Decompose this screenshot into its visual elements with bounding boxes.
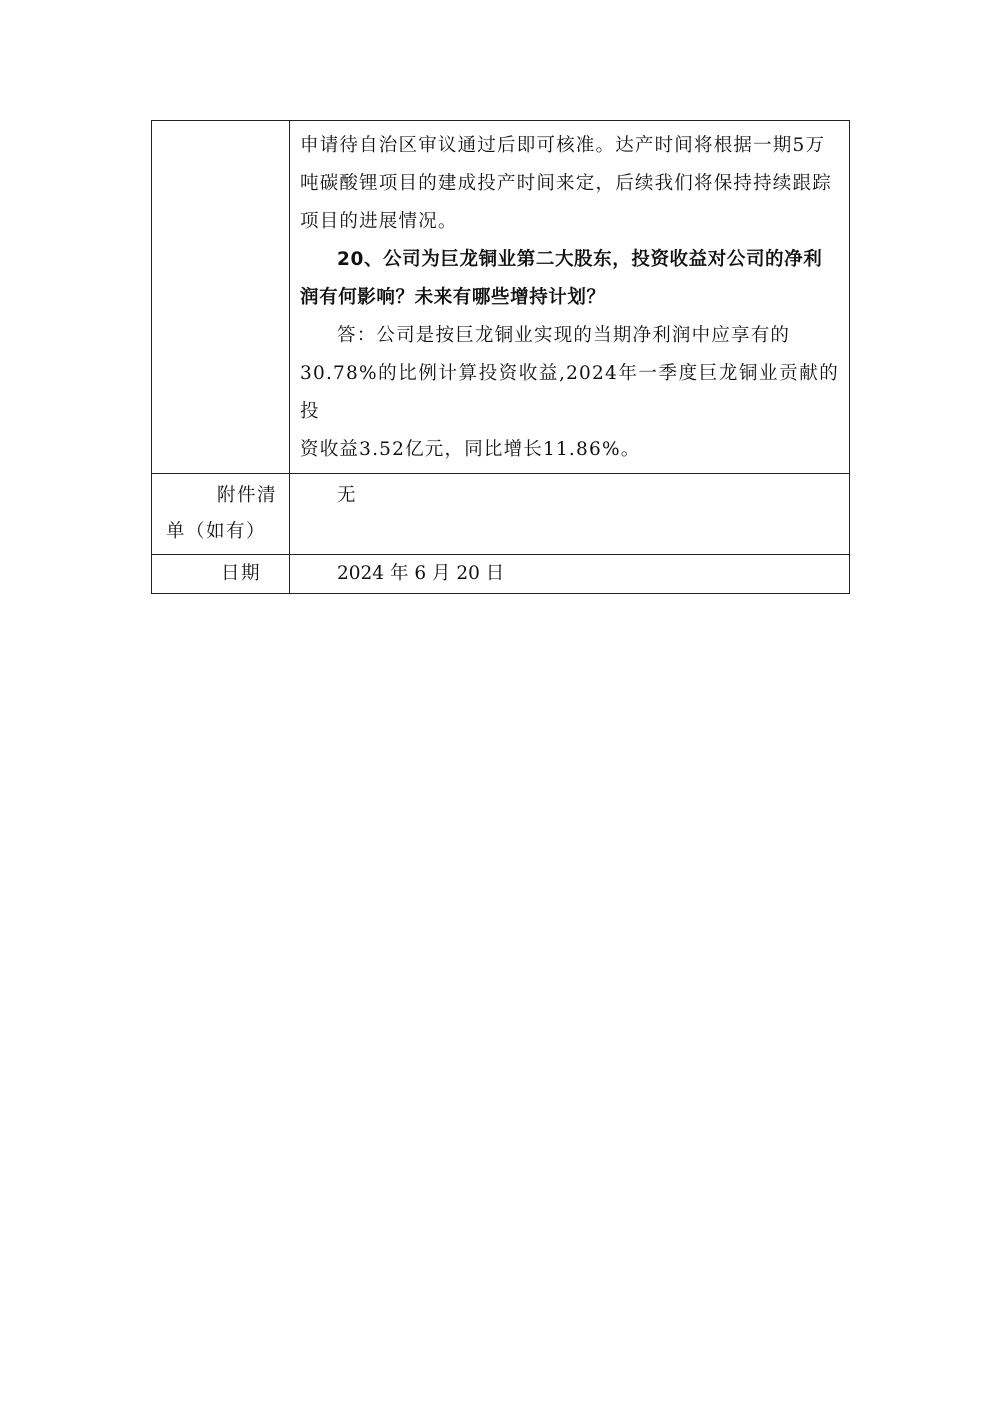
date-label: 日期 xyxy=(152,555,290,594)
question-line: 润有何影响？未来有哪些增持计划？ xyxy=(300,287,606,308)
content-row xyxy=(152,121,850,474)
attachment-label-line1: 附件清 xyxy=(216,485,277,506)
attachment-label-line2: 单（如有） xyxy=(166,521,267,542)
answer-line: 答：公司是按巨龙铜业实现的当期净利润中应享有的 xyxy=(337,325,791,346)
info-table xyxy=(151,120,850,594)
attachment-label xyxy=(152,474,290,555)
continued-line: 申请待自治区审议通过后即可核准。达产时间将根据一期5万 xyxy=(300,135,826,156)
attachment-row xyxy=(152,474,850,555)
date-row xyxy=(152,555,850,594)
empty-label-cell xyxy=(152,121,290,474)
answer-line: 30.78%的比例计算投资收益,2024年一季度巨龙铜业贡献的投 xyxy=(300,363,839,422)
date-value-cell xyxy=(290,555,850,594)
date-value: 2024 年 6 月 20 日 xyxy=(337,563,505,584)
question-line: 20、公司为巨龙铜业第二大股东，投资收益对公司的净利 xyxy=(337,249,823,270)
content-cell xyxy=(290,121,850,474)
answer-line: 资收益3.52亿元，同比增长11.86%。 xyxy=(300,439,641,460)
attachment-value-cell xyxy=(290,474,850,555)
continued-line: 项目的进展情况。 xyxy=(300,211,458,232)
attachment-value: 无 xyxy=(337,485,356,506)
continued-line: 吨碳酸锂项目的建成投产时间来定，后续我们将保持持续跟踪 xyxy=(300,173,832,194)
